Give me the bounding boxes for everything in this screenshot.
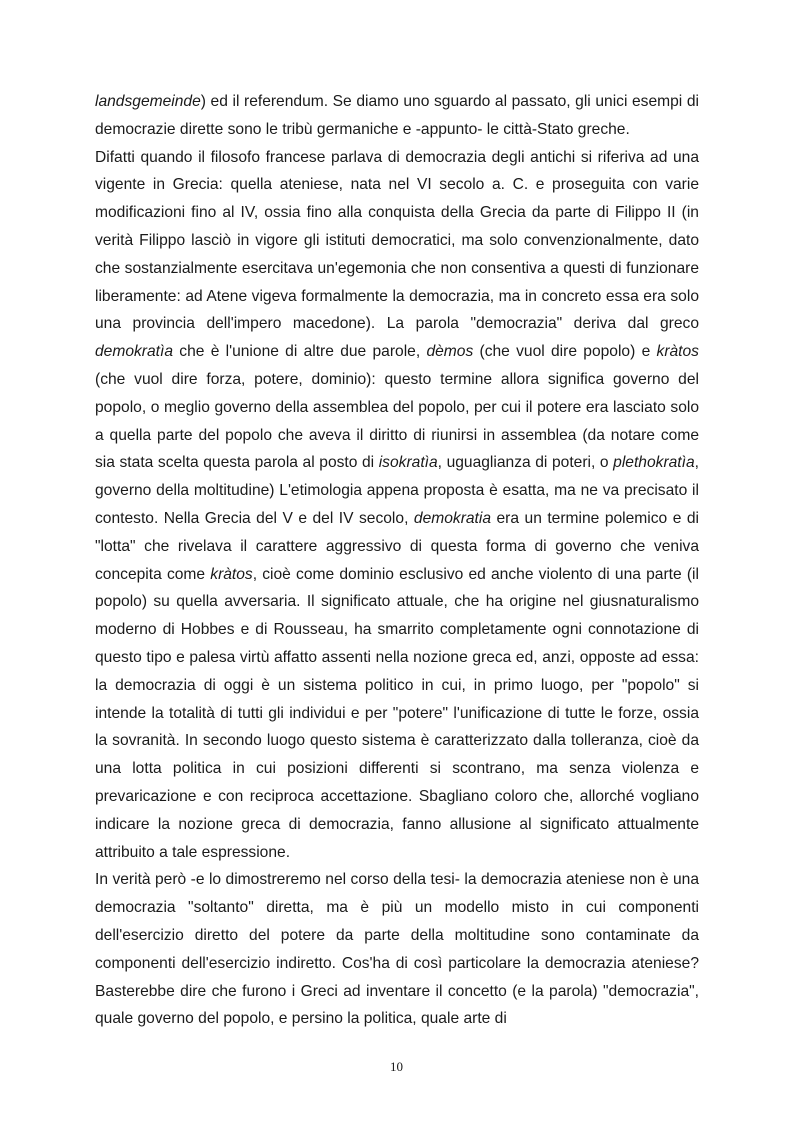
- paragraph: [95, 88, 699, 144]
- italic-term: isokratìa: [378, 454, 438, 472]
- text-run: , governo della moltitudine) L'etimologia appena proposta è esatta, ma ne va precisato il contesto. Nella Grecia del V e del IV secolo,: [95, 454, 699, 527]
- text-run: In verità però -e lo dimostreremo nel corso della tesi- la democrazia ateniese non è una democrazia "soltanto" diretta, ma è più un modello misto in cui componenti dell'esercizio diretto del potere da parte della moltitudine sono contaminate da componenti dell'esercizio indiretto. Cos'ha di così particolare la democrazia ateniese? Basterebbe dire che furono i Greci ad inventare il concetto (e la parola) "democrazia", quale governo del popolo, e persino la politica, quale arte di: [95, 871, 699, 1028]
- text-run: , uguaglianza di poteri, o: [437, 454, 614, 472]
- text-run: (che vuol dire popolo) e: [473, 343, 657, 361]
- italic-term: demokratia: [413, 509, 492, 527]
- italic-term: demokratìa: [95, 343, 174, 361]
- text-run: ) ed il referendum. Se diamo uno sguardo al passato, gli unici esempi di democrazie dirette sono le tribù germaniche e -appunto- le città-Stato greche.: [95, 93, 699, 138]
- italic-term: landsgemeinde: [95, 93, 201, 110]
- text-run: , cioè come dominio esclusivo ed anche violento di una parte (il popolo) su quella avversaria. Il significato attuale, che ha origine nel giusnaturalismo moderno di Hobbes e di Rousseau, ha smarrito completamente ogni connotazione di questo tipo e palesa virtù affatto assenti nella nozione greca ed, anzi, opposte ad essa: la democrazia di oggi è un sistema politico in cui, in primo luogo, per "popolo" si intende la totalità di tutti gli individui e per "potere" l'unificazione di tutte le forze, ossia la sovranità. In secondo luogo questo sistema è caratterizzato dalla tolleranza, cioè da una lotta politica in cui posizioni differenti si scontrano, ma senza violenza e prevaricazione e con reciproca accettazione. Sbagliano coloro che, allorché vogliano indicare la nozione greca di democrazia, fanno allusione al significato attualmente attribuito a tale espressione.: [95, 565, 699, 861]
- text-run: Difatti quando il filosofo francese parlava di democrazia degli antichi si riferiva ad una vigente in Grecia: quella ateniese, nata nel VI secolo a. C. e proseguita con varie modificazioni fino al IV, ossia fino alla conquista della Grecia da parte di Filippo II (in verità Filippo lasciò in vigore gli istituti democratici, ma solo convenzionalmente, dato che sostanzialmente esercitava un'egemonia che non consentiva a questi di funzionare liberamente: ad Atene vigeva formalmente la democrazia, ma in concreto essa era solo una provincia dell'impero macedone). La parola "democrazia" deriva dal greco: [95, 148, 699, 333]
- page-number: 10: [390, 1059, 403, 1074]
- paragraph: [95, 866, 699, 1033]
- paragraph: [95, 144, 699, 867]
- italic-term: plethokratìa: [613, 454, 695, 472]
- italic-term: kràtos: [656, 343, 699, 361]
- text-run: era un termine polemico e di "lotta" che rivelava il carattere aggressivo di questa forma di governo che veniva concepita come: [95, 509, 699, 583]
- text-run: (che vuol dire forza, potere, dominio): questo termine allora significa governo del popolo, o meglio governo della assemblea del popolo, per cui il potere era lasciato solo a quella parte del popolo che aveva il diritto di riunirsi in assemblea (da notare come sia stata scelta questa parola al posto di: [95, 370, 699, 472]
- italic-term: kràtos: [210, 565, 253, 583]
- page-body: [95, 88, 699, 1033]
- text-run: che è l'unione di altre due parole,: [173, 343, 427, 361]
- italic-term: dèmos: [426, 343, 474, 361]
